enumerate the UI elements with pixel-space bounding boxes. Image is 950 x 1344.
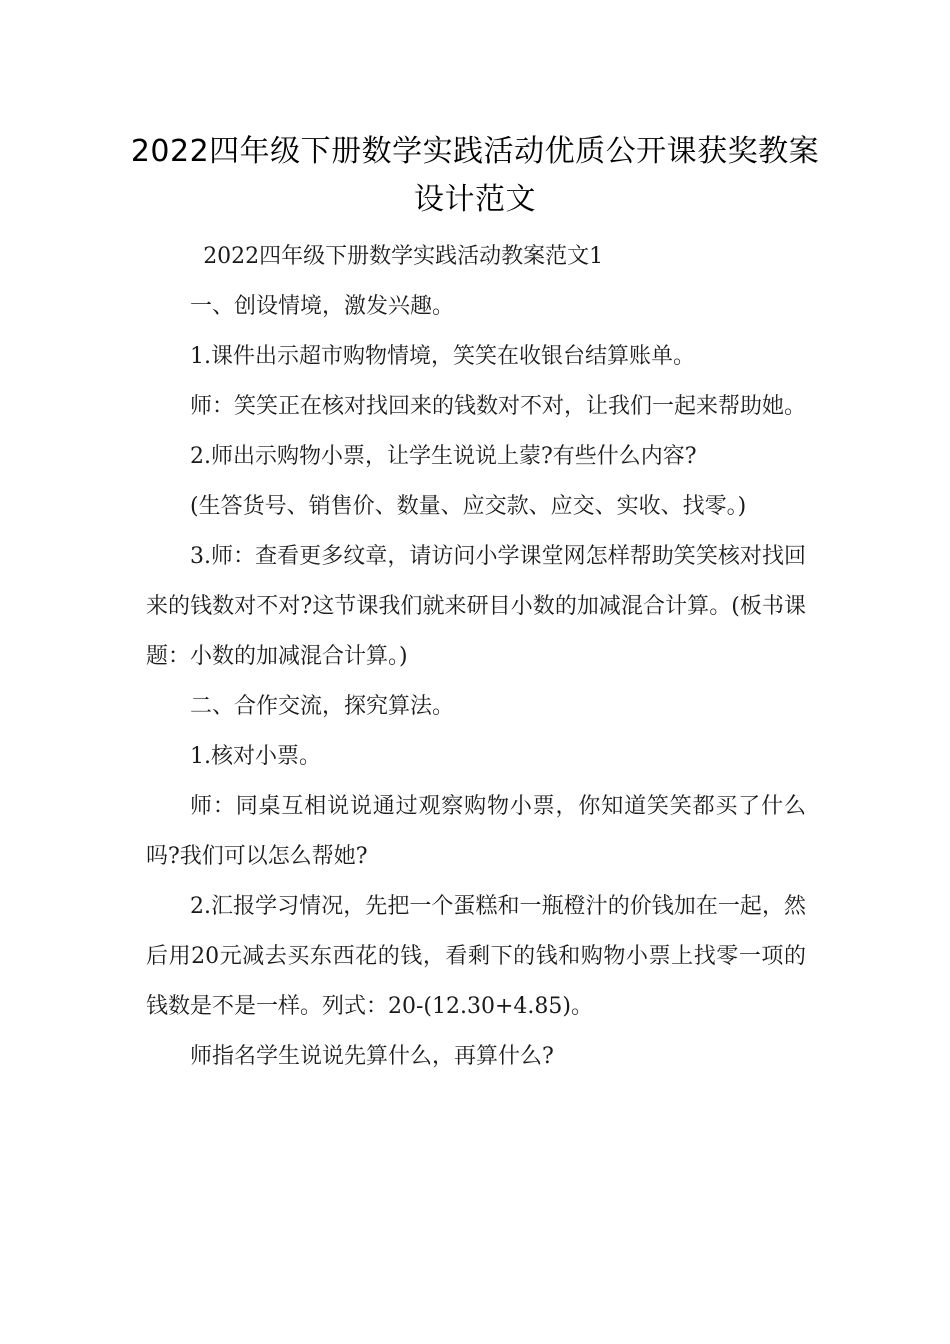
paragraph: 师指名学生说说先算什么，再算什么?	[190, 1044, 554, 1069]
title-line-1: 2022四年级下册数学实践活动优质公开课获奖教案	[130, 134, 820, 169]
title-line-2: 设计范文	[414, 182, 536, 217]
paragraph: (生答货号、销售价、数量、应交款、应交、实收、找零。)	[190, 494, 747, 519]
paragraph: 3.师：查看更多纹章，请访问小学课堂网怎样帮助笑笑核对找回来的钱数对不对?这节课我们就来研目小数的加减混合计算。(板书课题：小数的加减混合计算。)	[146, 544, 806, 669]
paragraph: 2.师出示购物小票，让学生说说上蒙?有些什么内容?	[190, 444, 697, 469]
document-body	[146, 232, 806, 1082]
paragraph: 师：笑笑正在核对找回来的钱数对不对，让我们一起来帮助她。	[190, 394, 807, 419]
paragraph: 1.核对小票。	[190, 744, 321, 769]
section-subtitle: 2022四年级下册数学实践活动教案范文1	[203, 244, 604, 269]
paragraph-heading: 一、创设情境，激发兴趣。	[190, 294, 455, 319]
document-title	[0, 128, 950, 224]
paragraph: 师：同桌互相说说通过观察购物小票，你知道笑笑都买了什么吗?我们可以怎么帮她?	[146, 794, 806, 869]
paragraph-heading: 二、合作交流，探究算法。	[190, 694, 455, 719]
paragraph: 2.汇报学习情况，先把一个蛋糕和一瓶橙汁的价钱加在一起，然后用20元减去买东西花的钱，看剩下的钱和购物小票上找零一项的钱数是不是一样。列式：20-(12.30+4.85)。	[146, 894, 806, 1019]
paragraph: 1.课件出示超市购物情境，笑笑在收银台结算账单。	[190, 344, 695, 369]
